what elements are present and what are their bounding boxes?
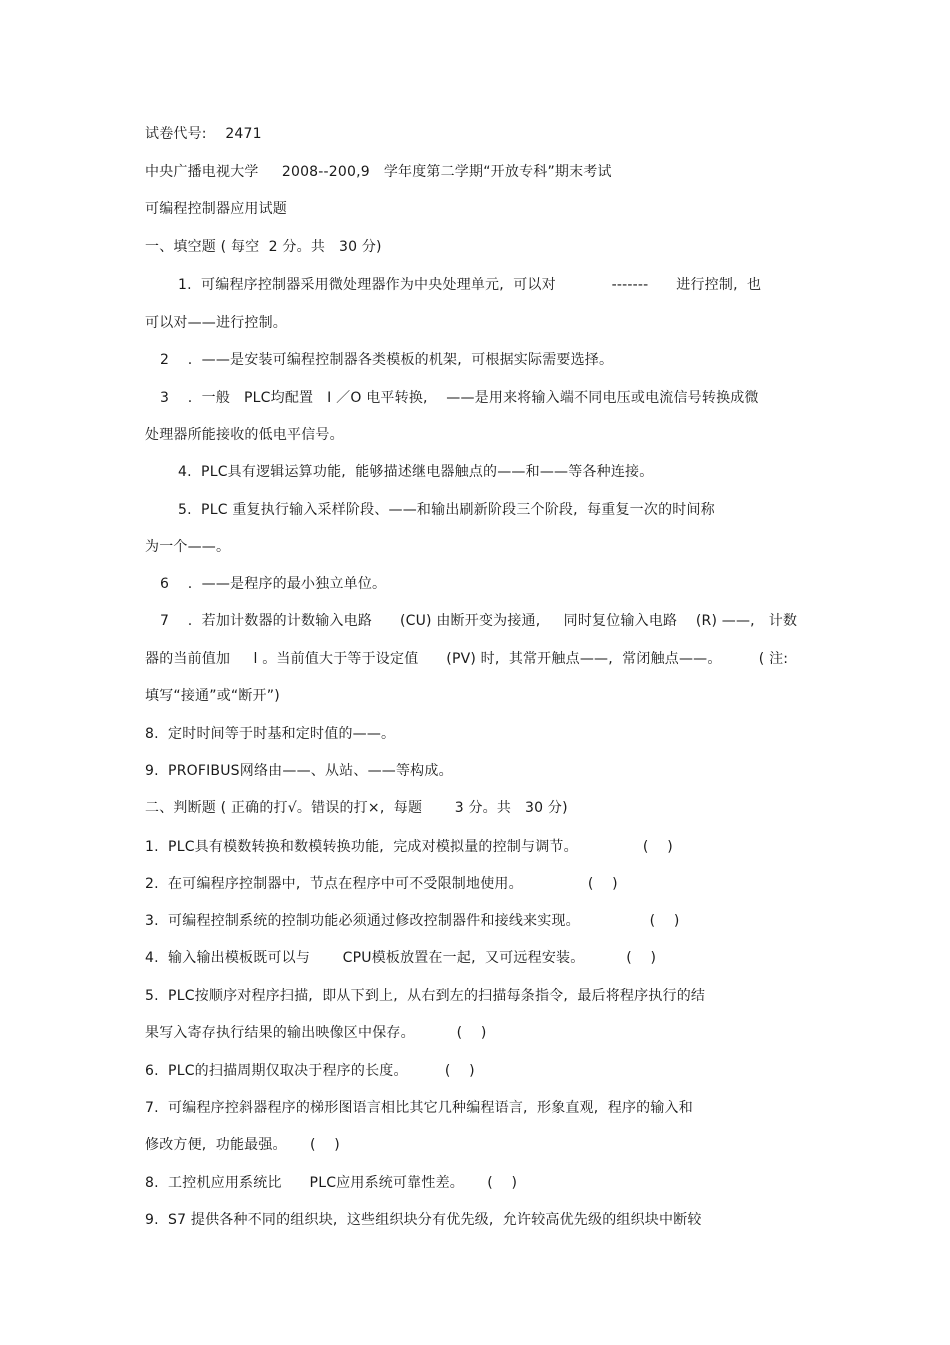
exam-code: 试卷代号: 2471: [145, 126, 262, 142]
school-term: 中央广播电视大学 2008--200,9 学年度第二学期“开放专科”期末考试: [145, 164, 612, 180]
section1-title: 一、填空题 ( 每空 2 分。共 30 分): [145, 239, 382, 255]
fill-q6: 6 . ——是程序的最小独立单位。: [160, 576, 387, 592]
fill-q3-line2: 处理器所能接收的低电平信号。: [145, 427, 344, 443]
fill-q5-line1: 5. PLC 重复执行输入采样阶段、——和输出刷新阶段三个阶段, 每重复一次的时间称: [178, 502, 715, 518]
judge-q4: 4. 输入输出模板既可以与 CPU模板放置在一起, 又可远程安装。 ( ): [145, 950, 657, 966]
fill-q8: 8. 定时时间等于时基和定时值的——。: [145, 726, 396, 742]
fill-q2: 2 . ——是安装可编程控制器各类模板的机架, 可根据实际需要选择。: [160, 352, 614, 368]
fill-q4: 4. PLC具有逻辑运算功能, 能够描述继电器触点的——和——等各种连接。: [178, 464, 654, 480]
judge-q3: 3. 可编程控制系统的控制功能必须通过修改控制器件和接线来实现。 ( ): [145, 913, 680, 929]
fill-q5-line2: 为一个——。: [145, 539, 231, 555]
judge-q5-line2: 果写入寄存执行结果的输出映像区中保存。 ( ): [145, 1025, 487, 1041]
judge-q7-line2: 修改方便, 功能最强。 ( ): [145, 1137, 340, 1153]
exam-subject: 可编程控制器应用试题: [145, 201, 287, 217]
fill-q3-line1: 3 . 一般 PLC均配置 I ／O 电平转换, ——是用来将输入端不同电压或电流信号转换成微: [160, 390, 759, 406]
judge-q8: 8. 工控机应用系统比 PLC应用系统可靠性差。 ( ): [145, 1175, 518, 1191]
fill-q9: 9. PROFIBUS网络由——、从站、——等构成。: [145, 763, 453, 779]
section2-title: 二、判断题 ( 正确的打√。错误的打×, 每题 3 分。共 30 分): [145, 800, 568, 816]
judge-q1: 1. PLC具有模数转换和数模转换功能, 完成对模拟量的控制与调节。 ( ): [145, 839, 673, 855]
fill-q7-line2: 器的当前值加 l 。当前值大于等于设定值 (PV) 时, 其常开触点——, 常闭触点——。 ( 注:: [145, 651, 789, 667]
fill-q1-line1: 1. 可编程序控制器采用微处理器作为中央处理单元, 可以对 ------- 进行控制, 也: [178, 277, 762, 293]
judge-q9-line1: 9. S7 提供各种不同的组织块, 这些组织块分有优先级, 允许较高优先级的组织块中断较: [145, 1212, 702, 1228]
fill-q7-line1: 7 . 若加计数器的计数输入电路 (CU) 由断开变为接通, 同时复位输入电路 (R) ——, 计数: [160, 613, 798, 629]
fill-q7-line3: 填写“接通”或“断开”): [145, 688, 280, 704]
judge-q5-line1: 5. PLC按顺序对程序扫描, 即从下到上, 从右到左的扫描每条指令, 最后将程序执行的结: [145, 988, 706, 1004]
judge-q2: 2. 在可编程序控制器中, 节点在程序中可不受限制地使用。 ( ): [145, 876, 618, 892]
judge-q7-line1: 7. 可编程序控斜器程序的梯形图语言相比其它几种编程语言, 形象直观, 程序的输入和: [145, 1100, 693, 1116]
fill-q1-line2: 可以对——进行控制。: [145, 315, 287, 331]
judge-q6: 6. PLC的扫描周期仅取决于程序的长度。 ( ): [145, 1063, 475, 1079]
